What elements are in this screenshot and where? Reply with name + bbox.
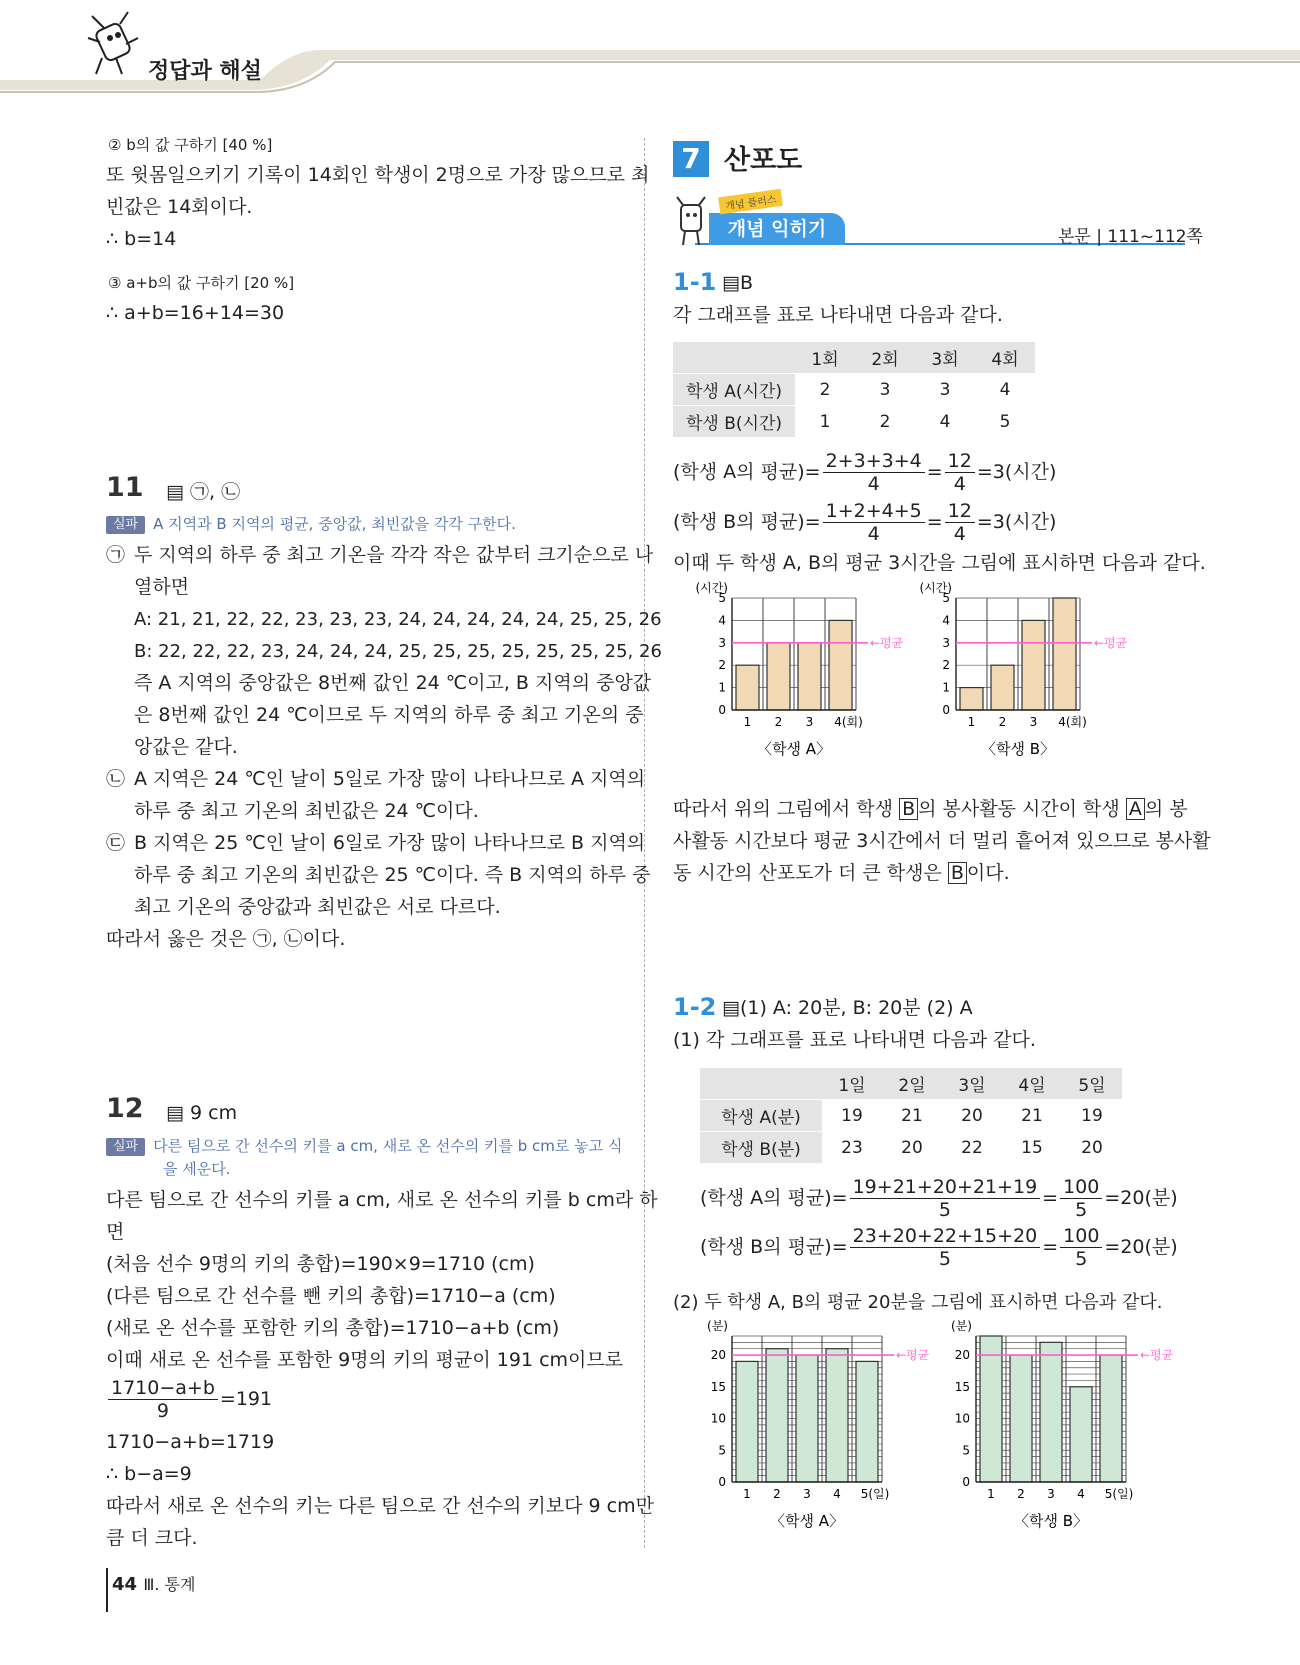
fraction-numerator: 1710−a+b <box>108 1377 218 1400</box>
table-cell: 3 <box>915 374 975 406</box>
bar <box>1022 620 1045 710</box>
q11-b-line: 하루 중 최고 기온의 최빈값은 24 ℃이다. <box>134 800 479 822</box>
answer-icon: ▤ <box>166 481 190 503</box>
mean-label: ←평균 <box>870 635 904 650</box>
bar <box>798 643 821 710</box>
formula-rhs: =3(시간) <box>976 510 1057 533</box>
y-axis-label: (분) <box>707 1319 728 1333</box>
bar <box>826 1349 848 1482</box>
step3-result: ∴ a+b=16+14=30 <box>106 302 285 324</box>
fraction-denominator: 4 <box>867 473 880 495</box>
table-cell: 19 <box>1062 1100 1122 1132</box>
q12-line: (새로 온 선수를 포함한 키의 총합)=1710−a+b (cm) <box>106 1317 560 1339</box>
bar <box>1010 1355 1032 1482</box>
bar <box>736 1361 758 1482</box>
y-tick-label: 20 <box>954 1348 970 1363</box>
q12-line: 1710−a+b=1719 <box>106 1431 275 1453</box>
fraction-numerator: 100 <box>1060 1225 1102 1248</box>
table-header-row <box>673 342 1035 374</box>
x-tick-label: 2 <box>774 715 783 729</box>
table-cell: 22 <box>942 1132 1002 1164</box>
q12-line: ∴ b−a=9 <box>106 1463 192 1485</box>
chart-caption: 〈학생 B〉 <box>980 740 1056 758</box>
x-tick-label: 5(일) <box>860 1487 890 1501</box>
boxed-answer: B <box>899 798 918 820</box>
bar <box>766 1349 788 1482</box>
y-tick-label: 1 <box>942 680 950 695</box>
q11-a-line: 두 지역의 하루 중 최고 기온을 각각 작은 값부터 크기순으로 나 <box>134 544 654 566</box>
q11-a-line: 열하면 <box>134 576 190 598</box>
x-tick-label: 3 <box>805 715 814 729</box>
y-tick-label: 15 <box>710 1379 726 1394</box>
x-tick-label: 1 <box>967 715 976 729</box>
table-row <box>673 406 1035 438</box>
table-header-row <box>700 1068 1122 1100</box>
table-row-label: 학생 B(시간) <box>673 406 795 438</box>
bar <box>796 1355 818 1482</box>
bar-chart-student-a-minutes <box>700 1319 940 1542</box>
banner-tag: 개념 익히기 <box>709 213 845 245</box>
q11-answer-text: ㉠, ㉡ <box>190 481 241 503</box>
fraction-numerator: 2+3+3+4 <box>823 450 925 473</box>
x-tick-label: 2 <box>773 1487 781 1501</box>
equals: = <box>1042 1186 1059 1209</box>
table-cell: 20 <box>942 1100 1002 1132</box>
page-number: 44 <box>112 1574 138 1595</box>
y-tick-label: 4 <box>718 613 726 628</box>
table-header-cell <box>673 342 795 374</box>
x-tick-label: 4 <box>1077 1487 1085 1501</box>
x-tick-label: 4(회) <box>1058 715 1087 729</box>
table-cell: 23 <box>822 1132 882 1164</box>
bar <box>1100 1355 1122 1482</box>
answer-text: B <box>739 272 753 294</box>
table-header-cell: 5일 <box>1062 1068 1122 1100</box>
mean-a-formula-1-2 <box>700 1176 1178 1221</box>
q11-c-line: B 지역은 25 ℃인 날이 6일로 가장 많이 나타나므로 B 지역의 <box>134 832 646 854</box>
q12-line: (다른 팀으로 간 선수를 뺀 키의 총합)=1710−a (cm) <box>106 1285 556 1307</box>
x-tick-label: 4 <box>833 1487 841 1501</box>
fraction-numerator: 12 <box>945 450 975 473</box>
x-tick-label: 5(일) <box>1104 1487 1134 1501</box>
bar <box>856 1361 878 1482</box>
bar <box>960 688 983 710</box>
mean-label: ←평균 <box>1094 635 1128 650</box>
y-tick-label: 4 <box>942 613 950 628</box>
step2-text-1: 또 윗몸일으키기 기록이 14회인 학생이 2명으로 가장 많으므로 최 <box>106 164 650 186</box>
fraction <box>108 1377 218 1422</box>
mean-label: ←평균 <box>896 1348 930 1363</box>
fraction-numerator: 12 <box>945 500 975 523</box>
q11-hint-text: A 지역과 B 지역의 평균, 중앙값, 최빈값을 각각 구한다. <box>153 515 516 533</box>
conclusion-1-1-line2: 사활동 시간보다 평균 3시간에서 더 멀리 흩어져 있으므로 봉사활 <box>673 830 1211 852</box>
page-header-title: 정답과 해설 <box>148 59 262 84</box>
fraction-denominator: 4 <box>953 473 966 495</box>
table-row <box>673 374 1035 406</box>
y-axis-label: (시간) <box>919 581 952 595</box>
bar-chart-student-b-minutes <box>944 1319 1184 1542</box>
text: 의 봉 <box>1144 798 1188 820</box>
table-header-cell <box>700 1068 822 1100</box>
bar <box>767 643 790 710</box>
formula-rhs: =20(분) <box>1104 1186 1178 1209</box>
y-tick-label: 5 <box>718 1443 726 1458</box>
bar <box>1053 598 1076 710</box>
chart-caption: 〈학생 A〉 <box>769 1512 845 1530</box>
y-tick-label: 1 <box>718 680 726 695</box>
q11-b-line: A 지역은 24 ℃인 날이 5일로 가장 많이 나타나므로 A 지역의 <box>134 768 646 790</box>
x-tick-label: 3 <box>1047 1487 1055 1501</box>
step2-text-2: 빈값은 14회이다. <box>106 196 253 218</box>
y-axis-label: (시간) <box>695 581 728 595</box>
fraction-numerator: 1+2+4+5 <box>823 500 925 523</box>
y-tick-label: 2 <box>942 658 950 673</box>
q11-number: 11 <box>106 472 144 503</box>
q11-hint <box>106 513 516 534</box>
table-cell: 21 <box>882 1100 942 1132</box>
x-tick-label: 1 <box>987 1487 995 1501</box>
formula-rhs: =20(분) <box>1104 1235 1178 1258</box>
step2-label: ② b의 값 구하기 [40 %] <box>108 136 273 154</box>
table-header-cell: 3회 <box>915 342 975 374</box>
q12-hint <box>106 1135 622 1156</box>
chart-caption: 〈학생 B〉 <box>1013 1512 1089 1530</box>
bar <box>991 665 1014 710</box>
problem-1-1-number: 1-1 <box>673 268 717 296</box>
answer-icon: ▤ <box>722 997 740 1019</box>
x-tick-label: 3 <box>803 1487 811 1501</box>
equals: = <box>926 510 943 533</box>
bar-chart-student-b-hours <box>919 581 1154 784</box>
x-tick-label: 3 <box>1029 715 1038 729</box>
formula-lhs: (학생 B의 평균)= <box>673 510 821 533</box>
bar <box>736 665 759 710</box>
table-header-cell: 2일 <box>882 1068 942 1100</box>
mean-b-formula-1-2 <box>700 1225 1178 1270</box>
chapter-label: Ⅲ. 통계 <box>143 1575 196 1594</box>
q11-c-marker: ㉢ <box>106 832 126 854</box>
table-header-cell: 1일 <box>822 1068 882 1100</box>
data-table <box>673 342 1035 438</box>
fraction-denominator: 4 <box>953 523 966 545</box>
fraction <box>823 500 925 545</box>
banner-small-label: 개념 플러스 <box>718 189 783 215</box>
table-cell: 2 <box>855 406 915 438</box>
table-row <box>700 1100 1122 1132</box>
table-cell: 1 <box>795 406 855 438</box>
table-header-cell: 1회 <box>795 342 855 374</box>
fraction <box>1060 1225 1102 1270</box>
y-tick-label: 0 <box>718 703 726 717</box>
y-tick-label: 20 <box>710 1348 726 1363</box>
chart-caption: 〈학생 A〉 <box>756 740 832 758</box>
y-tick-label: 10 <box>710 1411 726 1426</box>
formula-lhs: (학생 B의 평균)= <box>700 1235 848 1258</box>
y-tick-label: 0 <box>962 1475 970 1489</box>
q12-line: 따라서 새로 온 선수의 키는 다른 팀으로 간 선수의 키보다 9 cm만 <box>106 1495 654 1517</box>
graph-intro-1-1: 이때 두 학생 A, B의 평균 3시간을 그림에 표시하면 다음과 같다. <box>673 552 1206 574</box>
x-tick-label: 4(회) <box>834 715 863 729</box>
table-header-cell: 2회 <box>855 342 915 374</box>
q12-answer <box>166 1098 237 1130</box>
mean-label: ←평균 <box>1140 1348 1174 1363</box>
q12-answer-text: 9 cm <box>190 1102 238 1124</box>
fraction-denominator: 9 <box>156 1400 169 1422</box>
mean-a-formula <box>673 450 1056 495</box>
text: 이다. <box>966 862 1010 884</box>
q12-hint-text: 을 세운다. <box>163 1160 231 1178</box>
data-table <box>700 1068 1122 1164</box>
section-number: 7 <box>673 141 709 177</box>
y-tick-label: 3 <box>942 635 950 650</box>
conclusion-1-1-line1 <box>673 794 1188 826</box>
fraction-numerator: 23+20+22+15+20 <box>850 1225 1041 1248</box>
problem-1-1-answer <box>722 268 753 300</box>
bar-chart-student-a-hours <box>695 581 930 784</box>
x-tick-label: 1 <box>743 715 752 729</box>
boxed-answer: A <box>1126 798 1145 820</box>
y-tick-label: 5 <box>718 591 726 605</box>
q11-a-line: 앙값은 같다. <box>134 736 238 758</box>
answer-icon: ▤ <box>722 272 740 294</box>
text: 따라서 위의 그림에서 학생 <box>673 798 900 820</box>
hint-tag: 실파 <box>106 516 145 534</box>
fraction <box>823 450 925 495</box>
mascot-icon <box>675 195 707 247</box>
bar <box>980 1336 1002 1482</box>
table-cell: 20 <box>1062 1132 1122 1164</box>
fraction-denominator: 5 <box>1075 1248 1088 1270</box>
problem-1-2-number: 1-2 <box>673 993 717 1021</box>
table-cell: 3 <box>855 374 915 406</box>
text: 동 시간의 산포도가 더 큰 학생은 <box>673 862 948 884</box>
table-cell: 20 <box>882 1132 942 1164</box>
table-cell: 21 <box>1002 1100 1062 1132</box>
q12-hint-text: 다른 팀으로 간 선수의 키를 a cm, 새로 온 선수의 키를 b cm로 놓고 식 <box>153 1137 623 1155</box>
page-number-block <box>112 1572 195 1595</box>
table-row-label: 학생 A(시간) <box>673 374 795 406</box>
graph-intro-1-2: (2) 두 학생 A, B의 평균 20분을 그림에 표시하면 다음과 같다. <box>673 1292 1163 1313</box>
table-cell: 4 <box>975 374 1035 406</box>
mascot-icon <box>82 8 144 80</box>
mean-b-formula <box>673 500 1056 545</box>
q12-line: 큼 더 크다. <box>106 1527 198 1549</box>
table-cell: 2 <box>795 374 855 406</box>
page-ref: 본문 | 111~112쪽 <box>1058 227 1203 247</box>
q12-line: (처음 선수 9명의 키의 총합)=190×9=1710 (cm) <box>106 1253 535 1275</box>
q11-c-line: 하루 중 최고 기온의 최빈값은 25 ℃이다. 즉 B 지역의 하루 중 <box>134 864 651 886</box>
q12-line: 이때 새로 온 선수를 포함한 9명의 키의 평균이 191 cm이므로 <box>106 1349 624 1371</box>
formula-lhs: (학생 A의 평균)= <box>673 460 821 483</box>
step3-label: ③ a+b의 값 구하기 [20 %] <box>108 274 295 292</box>
q11-a-line: B: 22, 22, 22, 23, 24, 24, 24, 25, 25, 25, 25, 25, 25, 25, 26 <box>134 641 662 662</box>
table-cell: 19 <box>822 1100 882 1132</box>
y-tick-label: 5 <box>942 591 950 605</box>
bar <box>1070 1387 1092 1482</box>
q12-number: 12 <box>106 1093 144 1124</box>
q11-answer <box>166 477 240 509</box>
bar <box>1040 1342 1062 1482</box>
table-row-label: 학생 B(분) <box>700 1132 822 1164</box>
fraction-rhs: =191 <box>219 1388 273 1410</box>
text: 의 봉사활동 시간이 학생 <box>918 798 1126 820</box>
fraction-denominator: 5 <box>1075 1199 1088 1221</box>
table-cell: 15 <box>1002 1132 1062 1164</box>
table-cell: 5 <box>975 406 1035 438</box>
fraction-numerator: 19+21+20+21+19 <box>850 1176 1041 1199</box>
q11-b-marker: ㉡ <box>106 768 126 790</box>
fraction <box>850 1176 1041 1221</box>
q11-conclusion: 따라서 옳은 것은 ㉠, ㉡이다. <box>106 928 346 950</box>
q11-a-line: A: 21, 21, 22, 22, 23, 23, 23, 24, 24, 24, 24, 24, 25, 25, 26 <box>134 609 662 630</box>
step2-result: ∴ b=14 <box>106 228 177 250</box>
x-tick-label: 2 <box>1017 1487 1025 1501</box>
answer-icon: ▤ <box>166 1102 190 1124</box>
formula-lhs: (학생 A의 평균)= <box>700 1186 848 1209</box>
y-tick-label: 5 <box>962 1443 970 1458</box>
y-tick-label: 0 <box>718 1475 726 1489</box>
table-row-label: 학생 A(분) <box>700 1100 822 1132</box>
fraction <box>945 500 975 545</box>
bar <box>829 620 852 710</box>
hint-tag: 실파 <box>106 1138 145 1156</box>
fraction-denominator: 4 <box>867 523 880 545</box>
equals: = <box>926 460 943 483</box>
problem-1-2-table <box>700 1068 1122 1164</box>
problem-1-1-table <box>673 342 1035 438</box>
y-tick-label: 2 <box>718 658 726 673</box>
q12-fraction-eq <box>106 1377 272 1422</box>
conclusion-1-1-line3 <box>673 858 1010 890</box>
x-tick-label: 1 <box>743 1487 751 1501</box>
q12-line: 다른 팀으로 간 선수의 키를 a cm, 새로 온 선수의 키를 b cm라 하 <box>106 1189 658 1211</box>
problem-1-2-intro: (1) 각 그래프를 표로 나타내면 다음과 같다. <box>673 1029 1036 1051</box>
fraction-denominator: 5 <box>938 1199 951 1221</box>
q11-a-marker: ㉠ <box>106 544 126 566</box>
table-header-cell: 4회 <box>975 342 1035 374</box>
q11-a-line: 즉 A 지역의 중앙값은 8번째 값인 24 ℃이고, B 지역의 중앙값 <box>134 672 652 694</box>
table-header-cell: 3일 <box>942 1068 1002 1100</box>
problem-1-2-answer <box>722 993 973 1025</box>
x-tick-label: 2 <box>998 715 1007 729</box>
table-row <box>700 1132 1122 1164</box>
fraction <box>850 1225 1041 1270</box>
formula-rhs: =3(시간) <box>976 460 1057 483</box>
answer-text: (1) A: 20분, B: 20분 (2) A <box>739 997 973 1019</box>
q11-a-line: 은 8번째 값인 24 ℃이므로 두 지역의 하루 중 최고 기온의 중 <box>134 704 644 726</box>
y-tick-label: 15 <box>954 1379 970 1394</box>
y-tick-label: 0 <box>942 703 950 717</box>
fraction-denominator: 5 <box>938 1248 951 1270</box>
fraction-numerator: 100 <box>1060 1176 1102 1199</box>
q12-line: 면 <box>106 1221 125 1243</box>
equals: = <box>1042 1235 1059 1258</box>
boxed-answer: B <box>948 862 967 884</box>
y-tick-label: 10 <box>954 1411 970 1426</box>
section-title: 산포도 <box>724 145 803 176</box>
fraction <box>945 450 975 495</box>
table-cell: 4 <box>915 406 975 438</box>
table-header-cell: 4일 <box>1002 1068 1062 1100</box>
y-axis-label: (분) <box>951 1319 972 1333</box>
q11-c-line: 최고 기온의 중앙값과 최빈값은 서로 다르다. <box>134 896 501 918</box>
footer-rule <box>106 1568 108 1612</box>
fraction <box>1060 1176 1102 1221</box>
y-tick-label: 3 <box>718 635 726 650</box>
problem-1-1-intro: 각 그래프를 표로 나타내면 다음과 같다. <box>673 304 1003 326</box>
